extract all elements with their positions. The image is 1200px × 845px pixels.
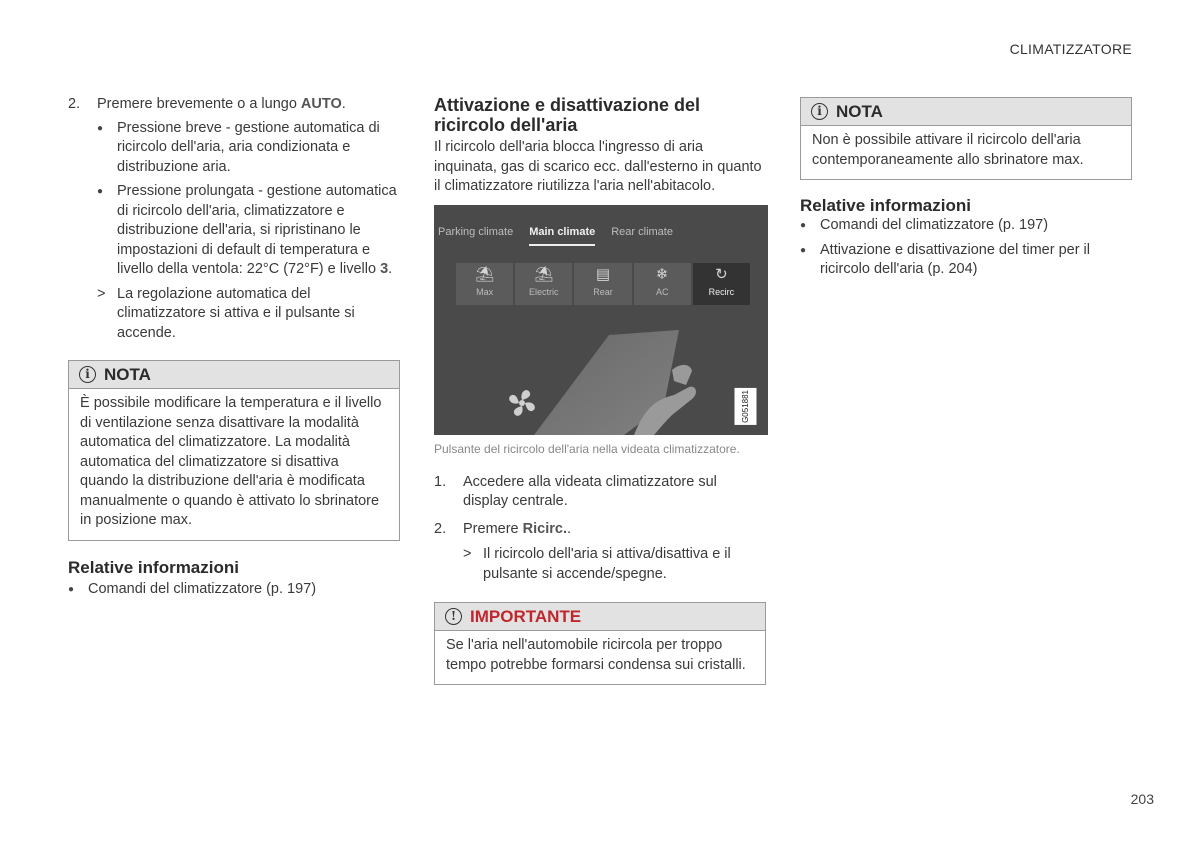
- screen-tabs: [438, 223, 673, 247]
- tab-parking-climate: Parking climate: [438, 225, 514, 238]
- step-number: 2.: [68, 96, 81, 112]
- warning-exclamation-icon: !: [445, 608, 462, 625]
- note-header: [801, 98, 1131, 126]
- section-title: Attivazione e disattivazione del ricircolo dell'aria: [434, 95, 701, 135]
- note-header: [69, 361, 399, 389]
- max-defrost-button: [456, 263, 513, 305]
- step-number: 1.: [434, 473, 447, 490]
- step-text: Accedere alla videata climatizzatore sul display centrale.: [463, 473, 717, 509]
- snowflake-icon: ❄: [655, 265, 669, 283]
- fan-icon: [509, 390, 535, 416]
- rear-defrost-button: [574, 263, 631, 305]
- image-caption: Pulsante del ricircolo dell'aria nella videata climatizzatore.: [434, 441, 740, 456]
- button-label: Rear: [593, 286, 613, 297]
- important-body: Se l'aria nell'automobile ricircola per troppo tempo potrebbe formarsi condensa sui cristalli.: [446, 637, 746, 673]
- result-text: Il ricircolo dell'aria si attiva/disattiva e il pulsante si accende/spegne.: [483, 546, 731, 582]
- result-arrow: >: [97, 285, 106, 302]
- electric-heat-button: [515, 263, 572, 305]
- auto-button-ref: AUTO: [300, 96, 342, 112]
- bullet-item: [97, 119, 400, 178]
- ac-button: [634, 263, 691, 305]
- button-label: Electric: [529, 286, 559, 297]
- step-number: 2.: [434, 520, 447, 537]
- level-value: 3: [380, 261, 389, 277]
- related-section: [68, 557, 400, 600]
- info-icon: i: [79, 366, 96, 383]
- image-code: G051881: [735, 388, 757, 425]
- result-arrow: >: [463, 546, 472, 562]
- bullet-text: Pressione prolungata - gestione automatica di ricircolo dell'aria, climatizzatore e distribuzione dell'aria, si ripristinano le impostazioni di default di temperatura e livello della ventola: 22°C (72°F) e livello: [117, 183, 397, 277]
- note-box: [68, 360, 400, 541]
- tab-rear-climate: Rear climate: [611, 225, 673, 238]
- related-title: Relative informazioni: [800, 196, 971, 215]
- important-header: [435, 603, 765, 631]
- note-body: Non è possibile attivare il ricircolo dell'aria contemporaneamente allo sbrinatore max.: [812, 132, 1084, 168]
- related-link[interactable]: ● Comandi del climatizzatore (p. 197): [800, 216, 1132, 236]
- step-text: Premere brevemente o a lungo: [97, 96, 301, 112]
- result-item: [97, 285, 400, 344]
- intro-text: Il ricircolo dell'aria blocca l'ingresso di aria inquinata, gas di scarico ecc. dall'esterno in quanto il climatizzatore riutilizza l'aria nell'abitacolo.: [434, 139, 762, 194]
- note-title: NOTA: [836, 101, 883, 121]
- recirc-button: [693, 263, 750, 305]
- related-list: [800, 216, 1132, 280]
- important-box: [434, 602, 766, 685]
- column-middle: [434, 95, 766, 685]
- windshield-defrost-max-icon: ⛱: [475, 265, 495, 283]
- column-right: [800, 95, 1132, 285]
- step-text-end: .: [341, 96, 346, 112]
- related-title: Relative informazioni: [68, 557, 239, 577]
- section-header: CLIMATIZZATORE: [1009, 41, 1132, 57]
- bullet-item: [97, 182, 400, 280]
- related-list: [68, 580, 400, 600]
- step-1: [434, 473, 766, 512]
- related-section: [800, 195, 1132, 280]
- column-left: [68, 95, 400, 604]
- step-2: [434, 520, 766, 585]
- rear-window-defrost-icon: ▤: [595, 265, 611, 283]
- step-text-end: .: [566, 520, 572, 537]
- screen-button-row: [456, 263, 750, 305]
- related-link[interactable]: ● Comandi del climatizzatore (p. 197): [68, 580, 400, 600]
- bullet-list: [97, 119, 400, 280]
- info-icon: i: [811, 103, 828, 120]
- button-label: Recirc: [708, 286, 735, 297]
- step-text: Premere: [463, 520, 523, 537]
- page-number: 203: [1130, 791, 1154, 807]
- result-item: [463, 545, 766, 584]
- seat-airflow-graphic: [434, 315, 768, 435]
- note-body: È possibile modificare la temperatura e il livello di ventilazione senza disattivare la modalità automatica del climatizzatore. La modalità automatica del climatizzatore si disattiva quando la distribuzione dell'aria è modificata manualmente o quando è attivato lo sbrinatore in posizione max.: [80, 395, 382, 528]
- recirculation-car-icon: ↻: [715, 265, 728, 283]
- recirc-button-ref: Ricirc.: [522, 520, 567, 537]
- step-2: [68, 95, 400, 343]
- bullet-text-end: .: [388, 261, 393, 277]
- tab-main-climate: Main climate: [529, 223, 595, 247]
- climate-screen-image: [434, 205, 768, 435]
- windshield-electric-heat-icon: ⛱: [534, 265, 554, 283]
- result-text: La regolazione automatica del climatizzatore si attiva e il pulsante si accende.: [117, 285, 355, 341]
- button-label: AC: [655, 286, 669, 297]
- steps-list: [434, 473, 766, 585]
- steps-list: [68, 95, 400, 343]
- note-box: [800, 97, 1132, 180]
- note-title: NOTA: [104, 364, 151, 384]
- important-title: IMPORTANTE: [470, 606, 582, 626]
- related-link[interactable]: ● Attivazione e disattivazione del timer per il ricircolo dell'aria (p. 204): [800, 241, 1132, 280]
- bullet-text: Pressione breve - gestione automatica di ricircolo dell'aria, aria condizionata e distribuzione aria.: [117, 119, 380, 175]
- button-label: Max: [476, 286, 494, 297]
